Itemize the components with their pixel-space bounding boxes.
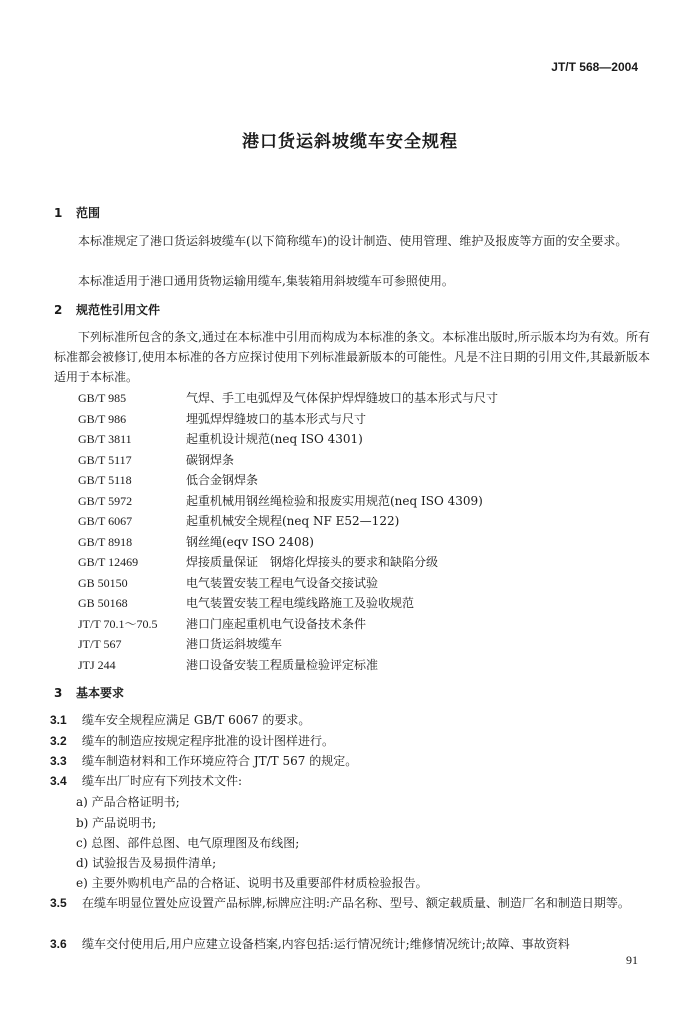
- section-number: 3: [54, 686, 63, 700]
- clause-number: 3.4: [50, 774, 67, 788]
- clause-text: 缆车的制造应按规定程序批准的设计图样进行。: [82, 734, 335, 748]
- reference-item: [78, 614, 498, 635]
- reference-item: [78, 409, 498, 430]
- document-list-item-a: a) 产品合格证明书;: [76, 795, 180, 809]
- reference-item: [78, 573, 498, 594]
- reference-item: [78, 593, 498, 614]
- reference-code: GB/T 6067: [78, 514, 133, 528]
- requirement-3-3: [50, 751, 357, 771]
- page-number: 91: [626, 953, 638, 967]
- reference-item: [78, 491, 498, 512]
- reference-item: [78, 429, 498, 450]
- document-list-item-b: b) 产品说明书;: [76, 816, 157, 830]
- section-heading-requirements: [54, 684, 124, 701]
- reference-item: [78, 450, 498, 471]
- reference-code: GB/T 5118: [78, 473, 132, 487]
- reference-title: 钢丝绳(eqv ISO 2408): [186, 534, 314, 549]
- requirement-3-6: [50, 934, 570, 954]
- standard-code: JT/T 568—2004: [551, 60, 638, 74]
- reference-item: [78, 552, 498, 573]
- clause-number: 3.3: [50, 754, 67, 768]
- reference-code: GB/T 5972: [78, 493, 133, 508]
- reference-list: [78, 388, 498, 675]
- clause-text: 在缆车明显位置处应设置产品标牌,标牌应注明:产品名称、型号、额定载质量、制造厂名和制造日期等。: [82, 896, 630, 910]
- scope-paragraph-1: 本标准规定了港口货运斜坡缆车(以下简称缆车)的设计制造、使用管理、维护及报废等方面的安全要求。: [78, 234, 628, 248]
- section-number: 2: [54, 303, 63, 317]
- clause-text: 缆车安全规程应满足 GB/T 6067 的要求。: [82, 713, 311, 727]
- reference-title: 起重机械安全规程(neq NF E52—122): [186, 514, 400, 528]
- section-title: 规范性引用文件: [76, 303, 161, 317]
- section-number: 1: [54, 206, 63, 220]
- reference-code: GB/T 8918: [78, 534, 133, 549]
- reference-code: JTJ 244: [78, 657, 116, 672]
- clause-number: 3.1: [50, 713, 67, 727]
- clause-text: 缆车交付使用后,用户应建立设备档案,内容包括:运行情况统计;维修情况统计;故障、事故资料: [82, 937, 570, 951]
- section-heading-scope: [54, 204, 100, 221]
- reference-code: GB 50150: [78, 575, 128, 590]
- clause-text: 缆车出厂时应有下列技术文件:: [82, 774, 243, 788]
- reference-title: 起重机设计规范(neq ISO 4301): [186, 432, 363, 446]
- references-intro: 下列标准所包含的条文,通过在本标准中引用而构成为本标准的条文。本标准出版时,所示版本均为有效。所有标准都会被修订,使用本标准的各方应探讨使用下列标准最新版本的可能性。凡是不注日期的引用文件,其最新版本适用于本标准。: [54, 330, 650, 384]
- reference-code: JT/T 70.1～70.5: [78, 616, 158, 631]
- section-title: 基本要求: [76, 686, 125, 700]
- requirement-3-2: [50, 731, 334, 751]
- reference-item: [78, 470, 498, 491]
- clause-number: 3.6: [50, 937, 67, 951]
- reference-code: GB/T 12469: [78, 555, 139, 569]
- reference-title: 低合金钢焊条: [186, 473, 259, 487]
- reference-title: 埋弧焊焊缝坡口的基本形式与尺寸: [186, 411, 367, 426]
- reference-code: GB/T 5117: [78, 452, 132, 467]
- reference-title: 焊接质量保证 钢熔化焊接头的要求和缺陷分级: [186, 555, 439, 569]
- reference-code: JT/T 567: [78, 637, 122, 651]
- reference-title: 碳钢焊条: [186, 452, 235, 467]
- requirement-3-4: [50, 771, 242, 791]
- requirement-3-5: [50, 893, 650, 913]
- reference-code: GB/T 3811: [78, 432, 132, 446]
- reference-title: 电气装置安装工程电缆线路施工及验收规范: [186, 596, 415, 610]
- requirement-3-1: [50, 710, 310, 730]
- section-title: 范围: [76, 206, 101, 220]
- reference-code: GB/T 986: [78, 411, 127, 426]
- reference-title: 港口设备安装工程质量检验评定标准: [186, 657, 379, 672]
- reference-item: [78, 511, 498, 532]
- reference-title: 港口门座起重机电气设备技术条件: [186, 616, 367, 631]
- reference-item: [78, 532, 498, 553]
- document-list-item-d: d) 试验报告及易损件清单;: [76, 856, 217, 870]
- document-list-item-c: c) 总图、部件总图、电气原理图及布线图;: [76, 836, 300, 850]
- section-heading-references: [54, 301, 160, 318]
- clause-number: 3.5: [50, 896, 67, 910]
- document-list-item-e: e) 主要外购机电产品的合格证、说明书及重要部件材质检验报告。: [76, 876, 428, 890]
- scope-paragraph-2: 本标准适用于港口通用货物运输用缆车,集装箱用斜坡缆车可参照使用。: [78, 274, 454, 288]
- reference-item: [78, 655, 498, 676]
- reference-item: [78, 634, 498, 655]
- clause-text: 缆车制造材料和工作环境应符合 JT/T 567 的规定。: [82, 754, 358, 768]
- reference-item: [78, 388, 498, 409]
- reference-title: 港口货运斜坡缆车: [186, 637, 283, 651]
- reference-title: 起重机械用钢丝绳检验和报废实用规范(neq ISO 4309): [186, 493, 483, 508]
- reference-title: 气焊、手工电弧焊及气体保护焊焊缝坡口的基本形式与尺寸: [186, 391, 499, 405]
- reference-code: GB 50168: [78, 596, 128, 610]
- reference-code: GB/T 985: [78, 391, 127, 405]
- clause-number: 3.2: [50, 734, 67, 748]
- document-title: 港口货运斜坡缆车安全规程: [242, 132, 458, 152]
- reference-title: 电气装置安装工程电气设备交接试验: [186, 575, 379, 590]
